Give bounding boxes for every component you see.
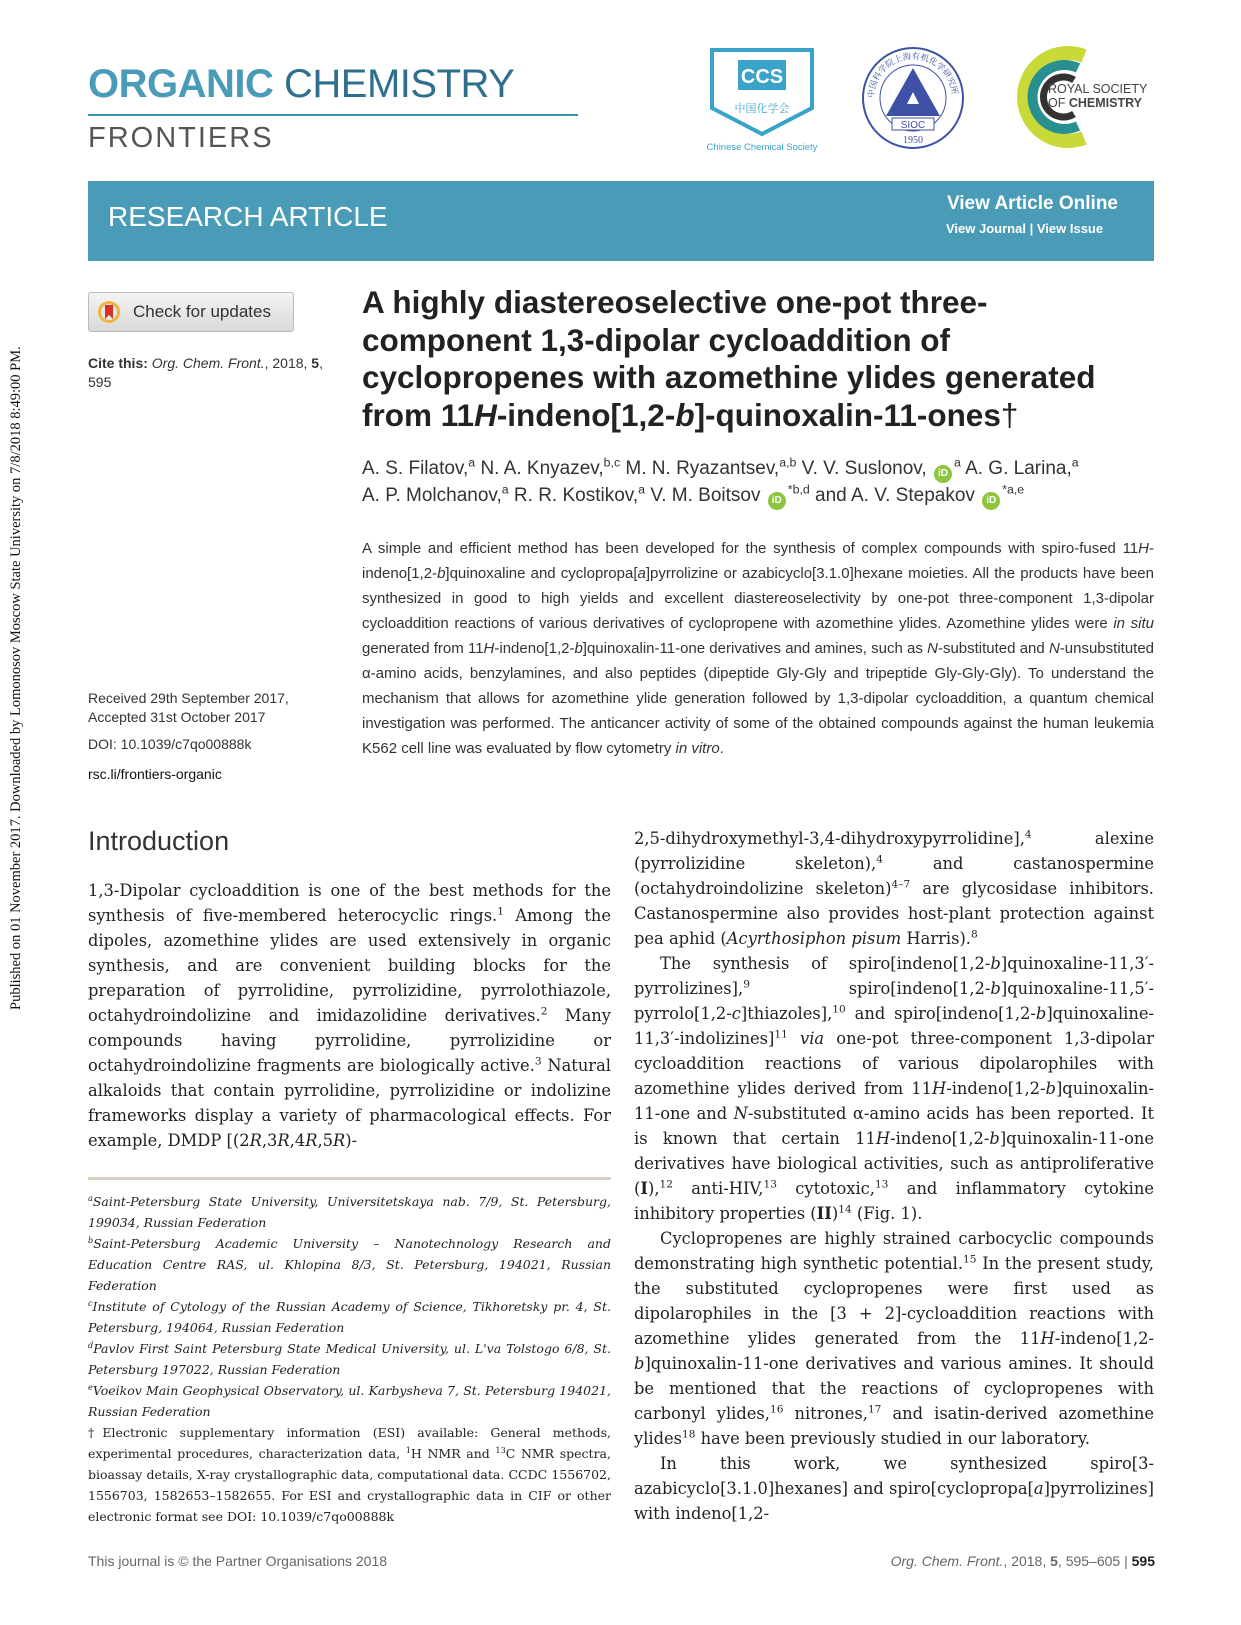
article-dates <box>88 689 348 727</box>
cite-comma: , <box>319 355 323 371</box>
body-text: II <box>816 1204 832 1223</box>
abstract-text: H <box>483 640 495 657</box>
article-type-banner <box>88 181 1154 261</box>
author-name: M. N. Ryazantsev, <box>625 458 780 479</box>
title-line-2: component 1,3-dipolar cycloaddition of <box>362 321 951 358</box>
page-number: 595 <box>1131 1553 1155 1569</box>
body-text: -indeno[1,2- <box>1054 1329 1154 1348</box>
svg-text:OF CHEMISTRY <box>1048 96 1143 110</box>
author-affiliation-sup: b,c <box>603 455 621 470</box>
title-line-1: A highly diastereoselective one-pot three- <box>362 284 988 320</box>
sioc-year: 1950 <box>903 135 923 146</box>
footer-citation <box>891 1553 1155 1569</box>
body-text: R <box>277 1131 290 1150</box>
body-text: H <box>875 1129 891 1148</box>
title-part: ]-quinoxalin-11-ones <box>694 396 1001 433</box>
title-part: H <box>474 396 497 433</box>
body-text: 2,5-dihydroxymethyl-3,4-dihydroxypyrrolidine], <box>634 829 1025 848</box>
esi-dagger: † <box>88 1425 103 1440</box>
cite-volume: 5 <box>311 355 320 371</box>
author-affiliation-sup: a <box>1071 455 1079 470</box>
affiliation-b: $^b$Saint-Petersburg Academic University – Nanotechnology Research and Education Centre RAS, ul. Khlopina 8/3, St. Petersburg, 194021, Russian Federation <box>88 1234 611 1293</box>
article-type-label: RESEARCH ARTICLE <box>108 201 388 232</box>
author-affiliation-sup: *a,e <box>1002 482 1025 497</box>
reference[interactable]: 9 <box>743 978 750 991</box>
affiliation-d: $^d$Pavlov First Saint Petersburg State Medical University, ul. L'va Tolstogo 6/8, St. Petersburg 197022, Russian Federation <box>88 1339 611 1377</box>
orcid-icon[interactable]: iD <box>982 492 1000 510</box>
esi-dagger[interactable]: † <box>1000 396 1019 433</box>
reference[interactable]: 4 <box>876 853 883 866</box>
abstract-text: -indeno[1,2- <box>362 540 1154 582</box>
body-text: ]thiazoles], <box>740 1004 833 1023</box>
body-text: via <box>800 1029 825 1048</box>
body-text: anti-HIV, <box>672 1179 764 1198</box>
abstract-text: b <box>574 640 583 657</box>
rsc-line2: CHEMISTRY <box>1068 96 1142 110</box>
reference[interactable]: 12 <box>659 1178 673 1191</box>
citation <box>88 354 348 392</box>
link-separator: | <box>1029 221 1034 236</box>
esi-sup: 1 <box>405 1444 411 1455</box>
title-line-4 <box>362 397 1152 435</box>
body-text: and isatin-derived azomethine ylides <box>634 1404 1154 1448</box>
reference[interactable]: 8 <box>971 928 978 941</box>
body-text <box>788 1029 800 1048</box>
masthead-divider <box>88 114 578 116</box>
body-text: In this work, we synthesized spiro[3-azabicyclo[3.1.0]hexanes] and spiro[cyclopropa[ <box>634 1454 1154 1498</box>
journal-title-light: CHEMISTRY <box>284 62 515 106</box>
affiliation-text: Institute of Cytology of the Russian Academy of Science, Tikhoretsky pr. 4, St. Petersburg, 194064, Russian Federation <box>88 1299 611 1335</box>
abstract-text: N <box>927 640 938 657</box>
abstract-text: N <box>1048 640 1060 657</box>
abstract-text: in vitro <box>675 740 720 757</box>
body-text: ]pyrrolizines] with indeno[1,2- <box>634 1479 1154 1523</box>
doi[interactable]: DOI: 10.1039/c7qo00888k <box>88 736 252 752</box>
abstract-text: b <box>437 565 446 582</box>
body-text: are glycosidase inhibitors. Castanospermine also provides host-plant protection against pea aphid ( <box>634 879 1154 948</box>
body-text: b <box>990 979 1001 998</box>
banner-links <box>946 221 1103 236</box>
body-text: c <box>731 1004 741 1023</box>
author-affiliation-sup: a <box>468 455 476 470</box>
abstract-text: H <box>1138 540 1149 557</box>
body-text: b <box>634 1354 645 1373</box>
body-text: b <box>990 954 1001 973</box>
author-affiliation-sup: *b,d <box>787 482 810 497</box>
introduction-body <box>88 878 611 1153</box>
body-text: Many compounds having pyrrolidine, pyrrolizidine or octahydroindolizine fragments are biologically active. <box>88 1006 611 1075</box>
view-journal-link[interactable]: View Journal <box>946 221 1026 236</box>
svg-text:CCS: CCS <box>740 66 784 88</box>
rsc-of: OF <box>1048 96 1066 110</box>
author-affiliation-sup: a <box>953 455 961 470</box>
reference[interactable]: 1 <box>497 905 504 918</box>
body-text: ) <box>831 1204 839 1223</box>
abstract-text: a <box>637 565 646 582</box>
abstract-text: ]quinoxalin-11-one derivatives and amines, such as <box>582 640 928 657</box>
body-text: one-pot three-component 1,3-dipolar cycloaddition reactions of various dipolarophiles with azomethine ylides derived from 11 <box>634 1029 1154 1098</box>
paragraph-4 <box>634 1451 1154 1526</box>
abstract-text: -indeno[1,2- <box>494 640 575 657</box>
body-text: ), <box>647 1179 660 1198</box>
footer-journal: Org. Chem. Front. <box>890 1553 1004 1569</box>
accepted-date: Accepted 31st October 2017 <box>88 709 266 725</box>
reference[interactable]: 11 <box>774 1028 788 1041</box>
orcid-icon[interactable]: iD <box>934 465 952 483</box>
cite-label: Cite this: <box>88 355 148 371</box>
esi-sup: 13 <box>495 1444 506 1455</box>
affiliation-text: Voeikov Main Geophysical Observatory, ul. Karbysheva 7, St. Petersburg 194021, Russian Federation <box>88 1383 611 1419</box>
esi-text: H NMR and <box>410 1446 496 1461</box>
check-for-updates-label: Check for updates <box>133 302 271 321</box>
affiliation-text: Saint-Petersburg State University, Universitetskaya nab. 7/9, St. Petersburg, 199034, Russian Federation <box>88 1194 611 1230</box>
journal-subtitle: FRONTIERS <box>88 122 274 154</box>
footer-pages: , 595–605 <box>1057 1553 1121 1569</box>
ccs-logo <box>698 46 826 154</box>
reference[interactable]: 15 <box>963 1253 977 1266</box>
footer-year: , 2018, <box>1003 1553 1051 1569</box>
body-text: Among the dipoles, azomethine ylides are used extensively in organic synthesis, and are convenient building blocks for the preparation of pyrrolidine, pyrrolizidine, pyrrolothiazole, octahydroindolizine and imidazolidine derivatives. <box>88 906 611 1025</box>
title-part: -indeno[1,2- <box>496 396 676 433</box>
body-text: have been previously studied in our laboratory. <box>695 1429 1091 1448</box>
abstract-text: generated from 11 <box>362 640 484 657</box>
body-text: ]quinoxalin-11-one derivatives have biological activities, such as antiproliferative ( <box>634 1129 1154 1198</box>
received-date: Received 29th September 2017, <box>88 690 289 706</box>
footer-copyright: This journal is © the Partner Organisations 2018 <box>88 1553 388 1569</box>
esi-text: C NMR spectra, bioassay details, X-ray crystallographic data, computational data. CCDC 1556702, 1556703, 1582653–1582655. For ESI and crystallographic data in CIF or other electronic format see DOI: 10.1039/c7qo00888k <box>88 1446 611 1524</box>
reference[interactable]: 16 <box>769 1403 784 1416</box>
abstract-text: -substituted and <box>937 640 1049 657</box>
body-text: alexine (pyrrolizidine skeleton), <box>634 829 1154 873</box>
body-text: ]quinoxaline-11,3′-indolizines] <box>634 1004 1154 1048</box>
body-text: nitrones, <box>783 1404 868 1423</box>
body-text: ]quinoxaline-11,3′-pyrrolizines], <box>634 954 1154 998</box>
body-text: The synthesis of spiro[indeno[1,2- <box>660 954 991 973</box>
body-text: I <box>640 1179 648 1198</box>
body-text: Harris). <box>901 929 971 948</box>
paragraph-1 <box>634 826 1154 951</box>
right-column-body <box>634 826 1154 1526</box>
sioc-ring-text: 中国科学院上海有机化学研究所 <box>866 51 959 99</box>
body-text: R <box>305 1131 318 1150</box>
orcid-icon[interactable]: iD <box>768 492 786 510</box>
affiliation-text: Saint-Petersburg Academic University – Nanotechnology Research and Education Centre RAS, ul. Khlopina 8/3, St. Petersburg, 194021, Russian Federation <box>88 1236 611 1293</box>
cite-year: , 2018, <box>264 355 312 371</box>
title-part: b <box>675 396 695 433</box>
author-name: N. A. Knyazev, <box>480 458 604 479</box>
author-name: V. V. Suslonov, <box>801 458 927 479</box>
affiliation-a: $^a$Saint-Petersburg State University, Universitetskaya nab. 7/9, St. Petersburg, 199034, Russian Federation <box>88 1192 611 1230</box>
title-line-3: cyclopropenes with azomethine ylides generated <box>362 359 1096 395</box>
body-text: cytotoxic, <box>776 1179 875 1198</box>
author-affiliation-sup: a,b <box>779 455 797 470</box>
sioc-name: SIOC <box>900 120 926 131</box>
author-name: A. P. Molchanov, <box>362 485 502 506</box>
abstract-text: in situ <box>1113 615 1154 632</box>
paragraph-2 <box>634 951 1154 1226</box>
body-text: ,5 <box>317 1131 333 1150</box>
rsc-short-link[interactable]: rsc.li/frontiers-organic <box>88 766 222 782</box>
affiliation-text: Pavlov First Saint Petersburg State Medical University, ul. L'va Tolstogo 6/8, St. Petersburg 197022, Russian Federation <box>88 1341 611 1377</box>
author-name: R. R. Kostikov, <box>513 485 639 506</box>
footnote-divider <box>88 1177 611 1180</box>
body-text: ,4 <box>289 1131 306 1150</box>
abstract-text: ]pyrrolizine or azabicyclo[3.1.0]hexane moieties. All the products have been synthesized in good to high yields and excellent diastereoselectivity by one-pot three-component 1,3-dipolar cycloaddition reactions of various derivatives of cyclopropene with azomethine ylides. Azomethine ylides were <box>362 565 1154 632</box>
body-text: ]quinoxalin-11-one and <box>634 1079 1154 1123</box>
title-part: from 11 <box>362 396 475 433</box>
journal-title <box>88 62 514 107</box>
author-name: V. M. Boitsov <box>650 485 761 506</box>
reference[interactable]: 2 <box>540 1005 548 1018</box>
body-text: N <box>733 1104 748 1123</box>
article-title <box>362 284 1152 434</box>
body-text: b <box>1035 1004 1047 1023</box>
body-text: spiro[indeno[1,2- <box>749 979 991 998</box>
view-article-online-link[interactable]: View Article Online <box>946 193 1118 214</box>
body-text: b <box>989 1129 1000 1148</box>
body-text: 1,3-Dipolar cycloaddition is one of the best methods for the synthesis of five-membered heterocyclic rings. <box>88 881 611 925</box>
reference[interactable]: 10 <box>832 1003 846 1016</box>
author-affiliation-sup: a <box>501 482 509 497</box>
body-text: )- <box>345 1131 358 1150</box>
reference[interactable]: 13 <box>874 1178 889 1191</box>
abstract <box>362 536 1154 761</box>
reference[interactable]: 17 <box>867 1403 882 1416</box>
rsc-logo <box>1000 42 1160 152</box>
ccs-chinese-name: 中国化学会 <box>734 102 790 115</box>
reference[interactable]: 18 <box>682 1428 696 1441</box>
body-text: b <box>1045 1079 1056 1098</box>
body-text: Cyclopropenes are highly strained carbocyclic compounds demonstrating high synthetic potential. <box>634 1229 1154 1273</box>
body-text: -substituted α-amino acids has been reported. It is known that certain 11 <box>634 1104 1154 1148</box>
body-text: ]quinoxaline-11,5′-pyrrolo[1,2- <box>634 979 1154 1023</box>
esi-text: Electronic supplementary information (ESI) available: General methods, experimental procedures, characterization data, <box>88 1425 612 1461</box>
author-list <box>362 456 1162 510</box>
body-text: Acyrthosiphon pisum <box>726 929 902 948</box>
affiliation-c: $^c$Institute of Cytology of the Russian Academy of Science, Tikhoretsky pr. 4, St. Petersburg, 194064, Russian Federation <box>88 1297 611 1335</box>
ccs-english-name: Chinese Chemical Society <box>706 142 818 153</box>
author-name: A. G. Larina, <box>965 458 1072 479</box>
paragraph-3 <box>634 1226 1154 1451</box>
footnotes <box>88 1191 611 1527</box>
body-text: and castanospermine (octahydroindolizine skeleton) <box>634 854 1154 898</box>
body-text: R <box>249 1131 262 1150</box>
reference[interactable]: 13 <box>763 1178 777 1191</box>
author-name: A. S. Filatov, <box>362 458 469 479</box>
reference[interactable]: 3 <box>534 1055 542 1068</box>
rsc-line1: ROYAL SOCIETY <box>1048 82 1148 96</box>
reference[interactable]: 4–7 <box>891 878 911 891</box>
download-stamp: Published on 01 November 2017. Downloaded by Lomonosov Moscow State University on 7/8/2018 8:49:00 PM. <box>8 346 24 1010</box>
body-text: and inflammatory cytokine inhibitory properties ( <box>634 1179 1154 1223</box>
body-text: -indeno[1,2- <box>890 1129 990 1148</box>
section-heading-introduction: Introduction <box>88 826 230 856</box>
sioc-logo <box>858 42 968 154</box>
body-text: H <box>1040 1329 1055 1348</box>
body-text: In the present study, the substituted cyclopropenes were first used as dipolarophiles in the [3 + 2]-cycloaddition reactions with azomethine ylides generated from the 11 <box>634 1254 1154 1348</box>
abstract-text: . <box>719 740 724 757</box>
body-text: -indeno[1,2- <box>946 1079 1046 1098</box>
reference[interactable]: 14 <box>838 1203 852 1216</box>
esi-note <box>88 1422 611 1527</box>
author-affiliation-sup: a <box>638 482 646 497</box>
view-issue-link[interactable]: View Issue <box>1036 221 1104 236</box>
abstract-text: A simple and efficient method has been developed for the synthesis of complex compounds with spiro-fused 11 <box>362 540 1139 557</box>
reference[interactable]: 4 <box>1024 828 1032 841</box>
body-text: (Fig. 1). <box>851 1204 923 1223</box>
body-text: Natural alkaloids that contain pyrrolidine, pyrrolizidine or indolizine frameworks display a variety of pharmacological effects. For example, DMDP [(2 <box>88 1056 611 1150</box>
body-text: and spiro[indeno[1,2- <box>845 1004 1036 1023</box>
cite-journal: Org. Chem. Front. <box>151 355 265 371</box>
affiliation-e: $^e$Voeikov Main Geophysical Observatory, ul. Karbysheva 7, St. Petersburg 194021, Russian Federation <box>88 1381 611 1419</box>
check-for-updates-button[interactable] <box>88 292 294 332</box>
abstract-text: -unsubstituted α-amino acids, benzylamines, and also peptides (dipeptide Gly-Gly and tripeptide Gly-Gly-Gly). To understand the mechanism that allows for azomethine ylide generation followed by 1,3-dipolar cycloaddition, a quantum chemical investigation was performed. The anticancer activity of some of the obtained compounds against the human leukemia K562 cell line was evaluated by flow cytometry <box>362 640 1155 757</box>
author-name: and A. V. Stepakov <box>815 485 975 506</box>
footer-separator: | <box>1120 1553 1132 1569</box>
cite-page: 595 <box>88 374 112 390</box>
body-text: H <box>932 1079 947 1098</box>
footer-volume: 5 <box>1050 1553 1058 1569</box>
body-text: a <box>1033 1479 1044 1498</box>
body-text: ]quinoxalin-11-one derivatives and various amines. It should be mentioned that the reactions of cyclopropenes with carbonyl ylides, <box>634 1354 1154 1423</box>
bookmark-icon <box>97 300 121 324</box>
body-text: R <box>333 1131 346 1150</box>
body-text: ,3 <box>261 1131 278 1150</box>
abstract-text: ]quinoxaline and cyclopropa[ <box>445 565 638 582</box>
journal-title-bold: ORGANIC <box>88 62 274 106</box>
